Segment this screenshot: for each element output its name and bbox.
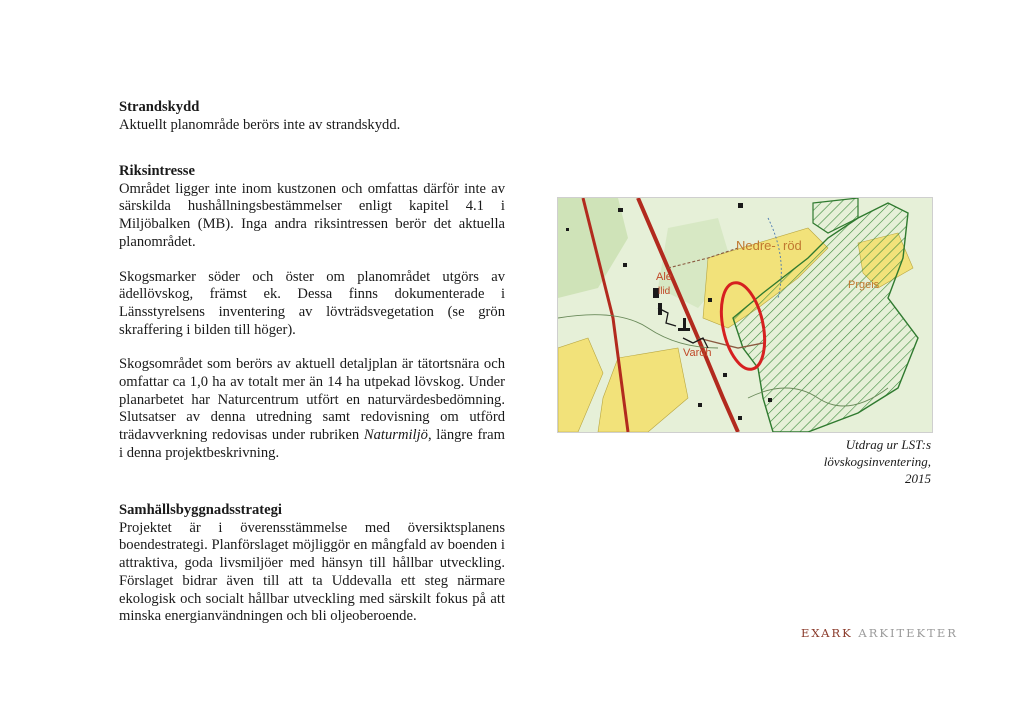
caption-line-2: lövskogsinventering,	[823, 454, 931, 469]
text-samhallsbyggnad: Projektet är i överensstämmelse med översiktsplanens boendestrategi. Planförslaget möjliggör en mångfald av boenden i attraktiva, goda livsmiljöer med hänsyn till hållbar utveckling. Förslaget bidrar även till att ta Uddevalla ett steg närmare ekologisk och socialt hållbar utveckling med särskilt fokus på att minska energianvändningen och bli oljeoberoende.	[119, 519, 505, 625]
map-label-rod: röd	[783, 238, 802, 253]
heading-riksintresse: Riksintresse	[119, 163, 195, 179]
text-strandskydd: Aktuellt planområde berörs inte av strandskydd.	[119, 116, 401, 133]
riksintresse-paragraph-1: Området ligger inte inom kustzonen och omfattas därför inte av särskilda hushållningsbestämmelser enligt kapitel 4.1 i Miljöbalken (MB). Inga andra riksintressen berör det aktuella planområdet.	[119, 180, 505, 250]
map-label-nedre: Nedre-	[736, 238, 776, 253]
section-riksintresse	[119, 163, 505, 463]
map-label-vardh: Vardh	[683, 347, 712, 359]
map-caption	[760, 436, 931, 487]
map-label-prgeis: Prgeis	[848, 279, 880, 291]
paragraph-3-italic-ref: Naturmiljö	[363, 427, 428, 444]
map-label-ale: Ale	[656, 271, 672, 283]
exark-logo	[801, 626, 958, 640]
heading-strandskydd: Strandskydd	[119, 99, 200, 115]
caption-line-1: Utdrag ur LST:s	[845, 437, 931, 452]
caption-line-3: 2015	[905, 471, 931, 486]
heading-samhallsbyggnad: Samhällsbyggnadsstrategi	[119, 502, 282, 518]
paragraph-3-text-end: , längre fram i denna projektbeskrivning.	[119, 427, 505, 461]
paragraph-3-text-start: Skogsområdet som berörs av aktuell detaljplan är tätortsnära och omfattar ca 1,0 ha av totalt mer än 14 ha utpekad lövskog. Under planarbetet har Naturcentrum utfört en naturvärdesbedömning. Slutsatser av denna utredning samt redovisning om utförd trädavverkning redovisas under rubriken	[119, 356, 505, 444]
riksintresse-paragraph-3	[119, 356, 505, 462]
riksintresse-paragraph-2: Skogsmarker söder och öster om planområdet utgörs av ädellövskog, främst ek. Dessa finns dokumenterade i Länsstyrelsens inventering av lövträdsvegetation (se grön skraffering i bilden till höger).	[119, 268, 505, 338]
section-strandskydd	[119, 99, 505, 134]
map-graphic	[558, 198, 932, 432]
lovskog-map	[557, 197, 933, 433]
logo-word-arkitekter: ARKITEKTER	[858, 626, 958, 640]
section-samhallsbyggnad	[119, 502, 505, 626]
logo-word-exark: EXARK	[801, 626, 853, 640]
map-label-llid: llid	[658, 286, 671, 297]
